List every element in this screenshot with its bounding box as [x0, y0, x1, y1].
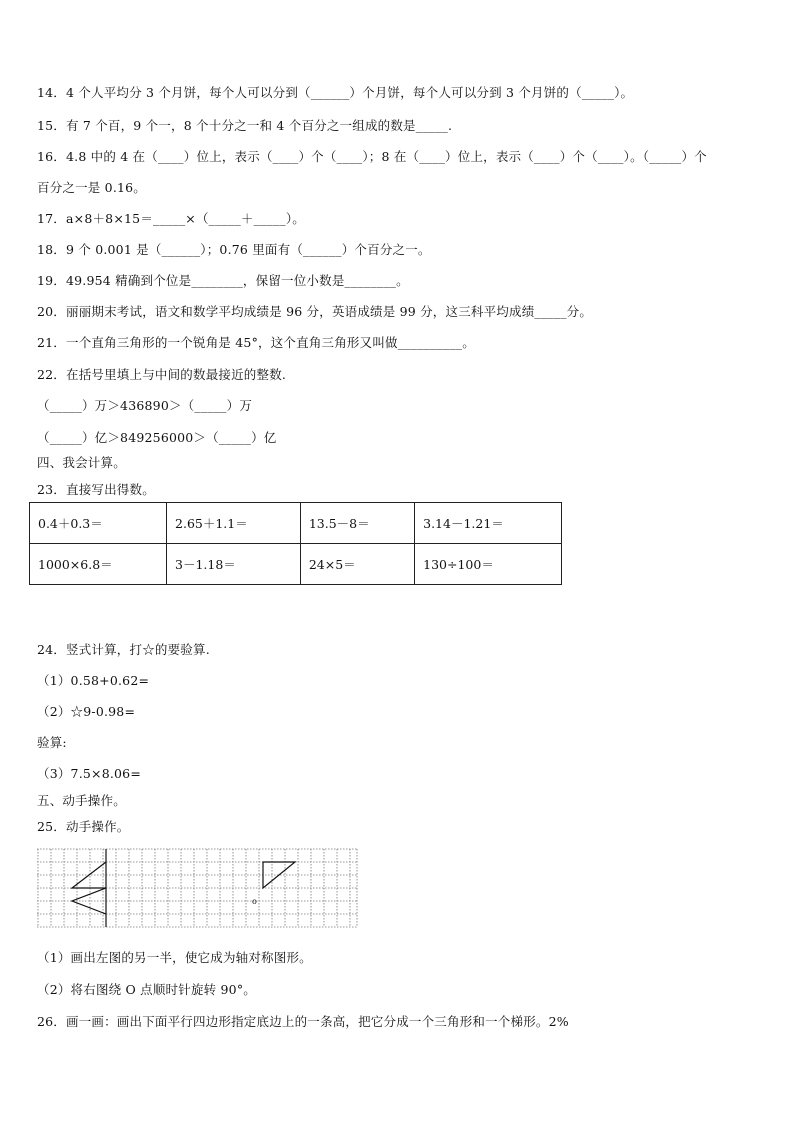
q19: 19．49.954 精确到个位是________，保留一位小数是________。	[37, 273, 409, 288]
table-cell: 130÷100＝	[415, 544, 562, 585]
q24-item-1: （1）0.58+0.62=	[37, 673, 150, 688]
table-row	[30, 544, 562, 585]
q22-line-a: （_____）万＞436890＞（_____）万	[37, 398, 253, 413]
table-row	[30, 503, 562, 544]
section-four-heading: 四、我会计算。	[37, 455, 126, 470]
table-cell: 1000×6.8＝	[30, 544, 167, 585]
table-cell: 2.65＋1.1＝	[167, 503, 301, 544]
q18: 18．9 个 0.001 是（______）；0.76 里面有（______）个百分之一。	[37, 242, 431, 257]
q25: 25．动手操作。	[37, 819, 130, 834]
check-label: 验算:	[37, 735, 67, 750]
q21: 21．一个直角三角形的一个锐角是 45°，这个直角三角形又叫做__________。	[37, 335, 475, 350]
q16-line2: 百分之一是 0.16。	[37, 180, 147, 195]
q23: 23．直接写出得数。	[37, 482, 155, 497]
q25-item-2: （2）将右图绕 O 点顺时针旋转 90°。	[37, 982, 256, 997]
q17: 17．a×8＋8×15＝_____×（_____＋_____）。	[37, 211, 305, 226]
q20: 20．丽丽期末考试，语文和数学平均成绩是 96 分，英语成绩是 99 分，这三科平均成绩_____分。	[37, 304, 593, 319]
table-cell: 3.14－1.21＝	[415, 503, 562, 544]
q25-item-1: （1）画出左图的另一半，使它成为轴对称图形。	[37, 950, 312, 965]
q24-item-2: （2）☆9-0.98=	[37, 704, 136, 719]
q16-line1: 16．4.8 中的 4 在（____）位上，表示（____）个（____）；8 在（____）位上，表示（____）个（____）。（_____）个	[37, 149, 707, 164]
q24: 24．竖式计算，打☆的要验算.	[37, 642, 210, 657]
q26: 26．画一画：画出下面平行四边形指定底边上的一条高，把它分成一个三角形和一个梯形。2%	[37, 1014, 569, 1029]
q22-line-b: （_____）亿＞849256000＞（_____）亿	[37, 430, 277, 445]
q24-item-3: （3）7.5×8.06=	[37, 766, 142, 781]
q15: 15．有 7 个百，9 个一，8 个十分之一和 4 个百分之一组成的数是_____.	[37, 118, 453, 133]
calc-table	[29, 502, 562, 585]
table-cell: 0.4＋0.3＝	[30, 503, 167, 544]
q22: 22．在括号里填上与中间的数最接近的整数.	[37, 367, 287, 382]
q14: 14．4 个人平均分 3 个月饼，每个人可以分到（______）个月饼，每个人可以分到 3 个月饼的（_____）。	[37, 85, 634, 100]
section-five-heading: 五、动手操作。	[37, 793, 126, 808]
dotted-grid-figure	[37, 848, 359, 930]
table-cell: 3－1.18＝	[167, 544, 301, 585]
table-cell: 13.5－8＝	[300, 503, 414, 544]
point-o-label: o	[252, 897, 257, 906]
table-cell: 24×5＝	[300, 544, 414, 585]
